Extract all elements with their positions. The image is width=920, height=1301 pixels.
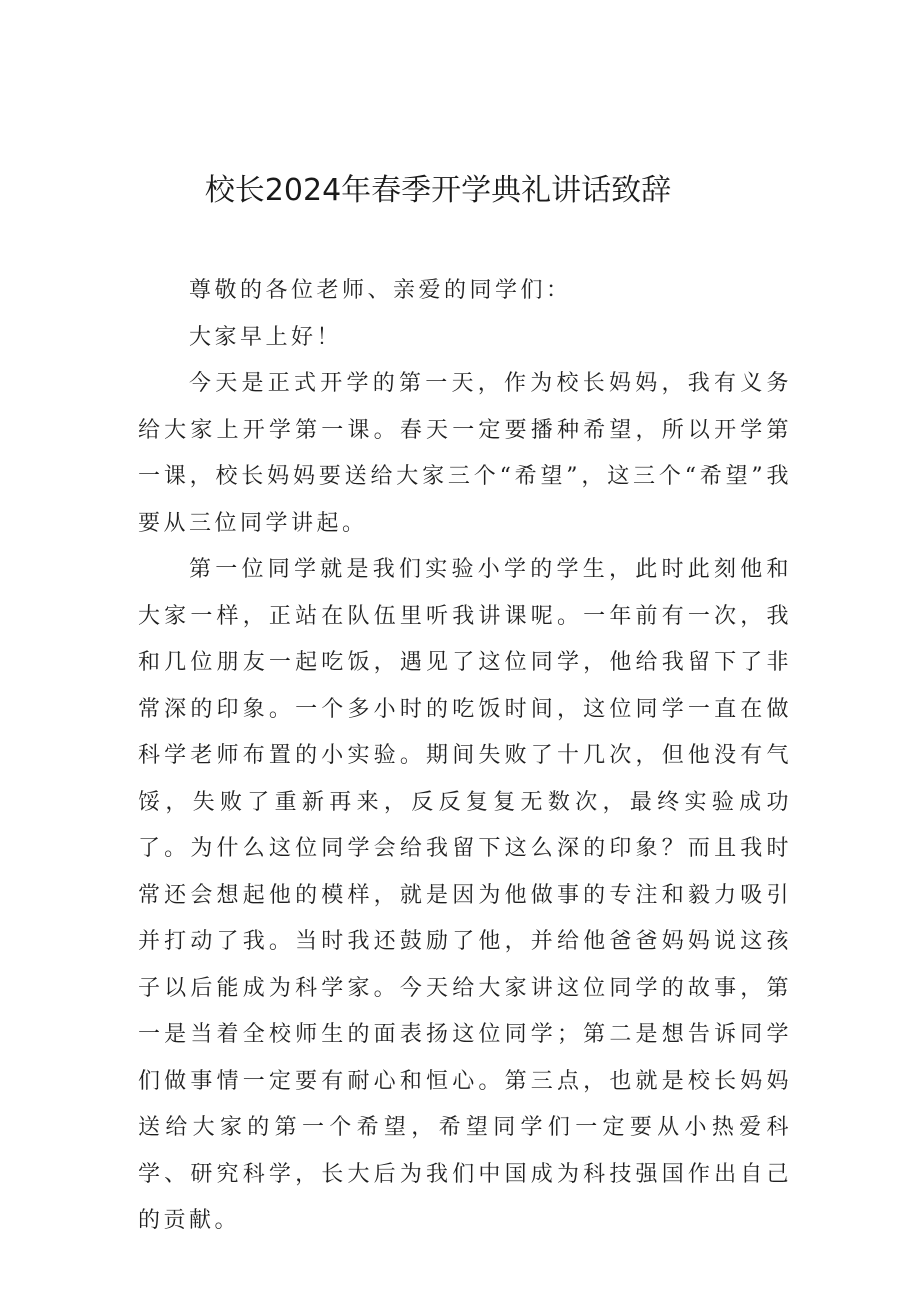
- paragraph-first-student: 第一位同学就是我们实验小学的学生，此时此刻他和大家一样，正站在队伍里听我讲课呢。一年前有一次，我和几位朋友一起吃饭，遇见了这位同学，他给我留下了非常深的印象。一个多小时的吃饭时间，这位同学一直在做科学老师布置的小实验。期间失败了十几次，但他没有气馁，失败了重新再来，反反复复无数次，最终实验成功了。为什么这位同学会给我留下这么深的印象？而且我时常还会想起他的模样，就是因为他做事的专注和毅力吸引并打动了我。当时我还鼓励了他，并给他爸爸妈妈说这孩子以后能成为科学家。今天给大家讲这位同学的故事，第一是当着全校师生的面表扬这位同学；第二是想告诉同学们做事情一定要有耐心和恒心。第三点，也就是校长妈妈送给大家的第一个希望，希望同学们一定要从小热爱科学、研究科学，长大后为我们中国成为科技强国作出自己的贡献。: [138, 557, 792, 1233]
- document-title: 校长2024年春季开学典礼讲话致辞: [204, 173, 672, 208]
- paragraph-greeting: 尊敬的各位老师、亲爱的同学们：: [189, 278, 572, 303]
- paragraph-intro: 今天是正式开学的第一天，作为校长妈妈，我有义务给大家上开学第一课。春天一定要播种希望，所以开学第一课，校长妈妈要送给大家三个“希望”，这三个“希望”我要从三位同学讲起。: [138, 371, 792, 536]
- paragraph-good-morning: 大家早上好！: [189, 324, 343, 350]
- document-body: [138, 268, 792, 1245]
